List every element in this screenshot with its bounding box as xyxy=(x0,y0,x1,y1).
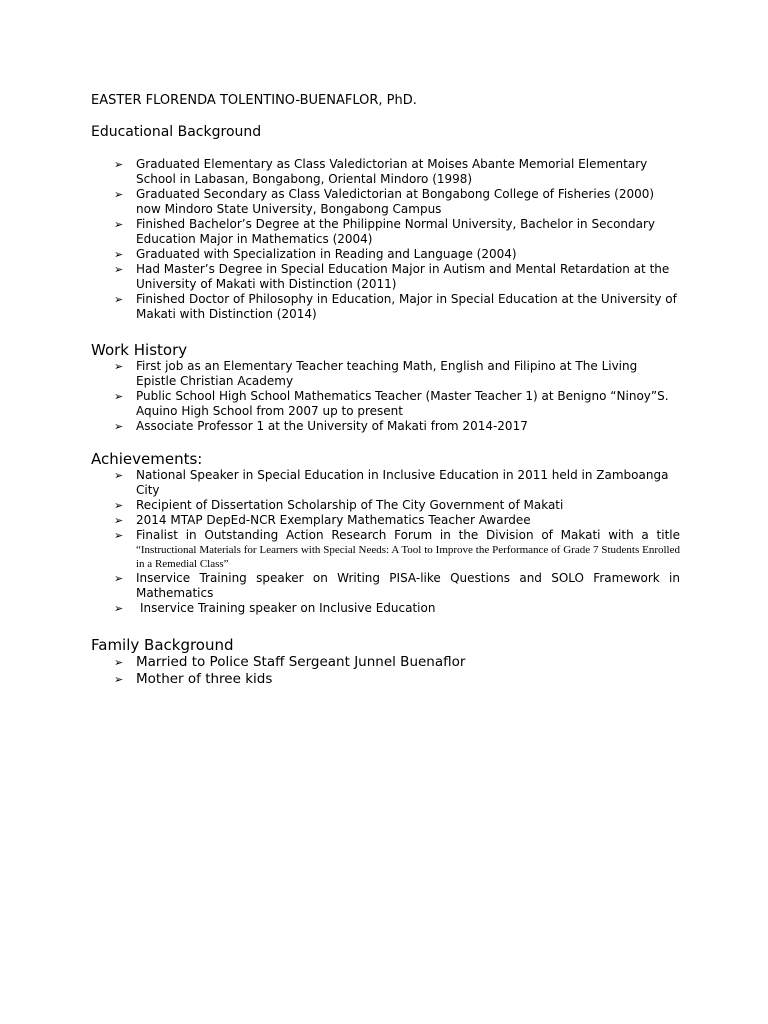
list-item: ➢ Graduated Elementary as Class Valedictorian at Moises Abante Memorial Elementary School in Labasan, Bongabong, Oriental Mindoro (1998) xyxy=(114,157,648,186)
achievements-heading: Achievements: xyxy=(91,450,203,468)
list-item: ➢ 2014 MTAP DepEd-NCR Exemplary Mathematics Teacher Awardee xyxy=(114,513,531,527)
list-item: ➢ Finalist in Outstanding Action Research Forum in the Division of Makati with a title “Instructional Materials for Learners with Special Needs: A Tool to Improve the Performance of Grade 7 Students Enrolled in a Remedial Class” xyxy=(114,528,680,570)
list-item: ➢ Associate Professor 1 at the University of Makati from 2014-2017 xyxy=(114,419,528,433)
arrow-bullet-icon: ➢ xyxy=(114,390,124,403)
list-item: ➢ Married to Police Staff Sergeant Junnel Buenaflor xyxy=(114,654,466,670)
education-list xyxy=(114,157,680,322)
list-item: ➢ Had Master’s Degree in Special Education Major in Autism and Mental Retardation at the University of Makati with Distinction (2011) xyxy=(114,262,670,291)
arrow-bullet-icon: ➢ xyxy=(114,529,124,542)
person-name: EASTER FLORENDA TOLENTINO-BUENAFLOR, PhD. xyxy=(91,93,417,108)
list-item: ➢ Inservice Training speaker on Inclusive Education xyxy=(114,601,436,615)
list-item: ➢ Inservice Training speaker on Writing PISA-like Questions and SOLO Framework in Mathematics xyxy=(114,571,680,600)
arrow-bullet-icon: ➢ xyxy=(114,218,124,231)
arrow-bullet-icon: ➢ xyxy=(114,469,124,482)
list-item: ➢ Graduated Secondary as Class Valedictorian at Bongabong College of Fisheries (2000) now Mindoro State University, Bongabong Campus xyxy=(114,187,655,216)
arrow-bullet-icon: ➢ xyxy=(114,248,124,261)
arrow-bullet-icon: ➢ xyxy=(114,420,124,433)
family-heading: Family Background xyxy=(91,636,234,654)
arrow-bullet-icon: ➢ xyxy=(114,293,124,306)
work-heading: Work History xyxy=(91,341,188,359)
list-item: ➢ Recipient of Dissertation Scholarship of The City Government of Makati xyxy=(114,498,564,512)
arrow-bullet-icon: ➢ xyxy=(114,656,124,669)
arrow-bullet-icon: ➢ xyxy=(114,602,124,615)
list-item: ➢ Public School High School Mathematics Teacher (Master Teacher 1) at Benigno “Ninoy”S. Aquino High School from 2007 up to present xyxy=(114,389,669,418)
education-heading: Educational Background xyxy=(91,124,262,140)
arrow-bullet-icon: ➢ xyxy=(114,158,124,171)
work-list xyxy=(114,359,680,434)
arrow-bullet-icon: ➢ xyxy=(114,673,124,686)
arrow-bullet-icon: ➢ xyxy=(114,360,124,373)
list-item: ➢ Graduated with Specialization in Reading and Language (2004) xyxy=(114,247,517,261)
list-item: ➢ Finished Bachelor’s Degree at the Philippine Normal University, Bachelor in Secondary Education Major in Mathematics (2004) xyxy=(114,217,656,246)
list-item: ➢ National Speaker in Special Education in Inclusive Education in 2011 held in Zamboanga City xyxy=(114,468,669,497)
research-title: “Instructional Materials for Learners with Special Needs: A Tool to Improve the Performance of Grade 7 Students Enrolled in a Remedial Class” xyxy=(136,544,680,570)
family-list xyxy=(114,654,680,688)
arrow-bullet-icon: ➢ xyxy=(114,572,124,585)
achievements-list xyxy=(114,468,680,616)
list-item: ➢ Finished Doctor of Philosophy in Education, Major in Special Education at the University of Makati with Distinction (2014) xyxy=(114,292,677,321)
arrow-bullet-icon: ➢ xyxy=(114,263,124,276)
list-item: ➢ First job as an Elementary Teacher teaching Math, English and Filipino at The Living Epistle Christian Academy xyxy=(114,359,638,388)
list-item: ➢ Mother of three kids xyxy=(114,671,273,687)
arrow-bullet-icon: ➢ xyxy=(114,499,124,512)
arrow-bullet-icon: ➢ xyxy=(114,188,124,201)
arrow-bullet-icon: ➢ xyxy=(114,514,124,527)
